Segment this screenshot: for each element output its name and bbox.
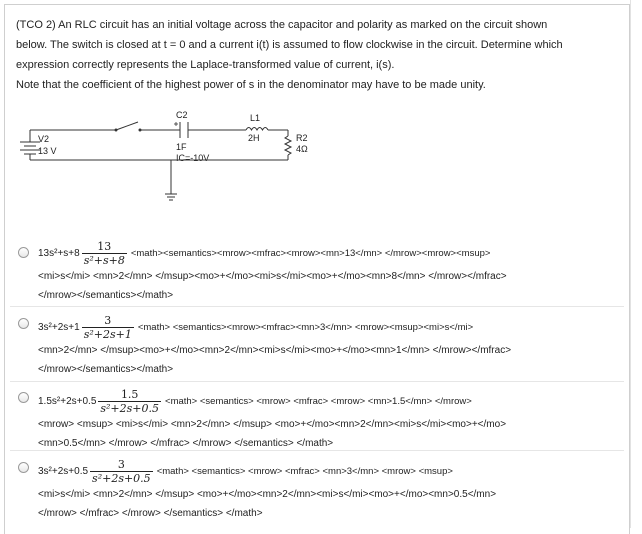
- option-separator: [10, 306, 624, 307]
- fraction-denominator: s²+s+8: [83, 254, 125, 267]
- answer-fraction: [82, 314, 134, 341]
- fraction-denominator: s²+2s+0.5: [92, 472, 151, 485]
- radio-button[interactable]: [18, 318, 29, 329]
- resistor-symbol: [285, 136, 291, 160]
- page-divider: [630, 0, 631, 528]
- answer-text: [38, 240, 598, 305]
- r2-value: 4Ω: [296, 144, 308, 154]
- answer-markup-line-1: <math><semantics><mrow><mfrac><mrow><mn>13</mn> </mrow><mrow><msup>: [130, 248, 491, 259]
- l1-label: L1: [250, 113, 261, 123]
- answer-fraction: [82, 240, 127, 267]
- answer-markup-line-2: <mn>2</mn> </msup><mo>+</mo><mn>2</mn><mi>s</mi><mo>+</mo><mn>1</mn> </mrow></mfrac>: [38, 345, 512, 356]
- answer-markup-line-3: </mrow> </mfrac> </mrow> </semantics> </math>: [38, 508, 263, 519]
- fraction-denominator: s²+2s+1: [83, 328, 132, 341]
- c2-value: 1F: [176, 142, 187, 152]
- answer-fraction: [98, 388, 161, 415]
- l1-value: 2H: [248, 133, 260, 143]
- answer-text: [38, 314, 598, 379]
- answer-prefix: 1.5s²+2s+0.5: [38, 396, 97, 407]
- answer-markup-line-1: <math> <semantics> <mrow> <mfrac> <mn>3</mn> <mrow> <msup>: [156, 466, 453, 477]
- answer-markup-line-1: <math> <semantics><mrow><mfrac><mn>3</mn> <mrow><msup><mi>s</mi>: [137, 322, 474, 333]
- answer-prefix: 3s²+2s+0.5: [38, 466, 89, 477]
- inductor-symbol: [246, 128, 268, 131]
- option-separator: [10, 381, 624, 382]
- answer-markup-line-2: <mi>s</mi> <mn>2</mn> </msup><mo>+</mo><mi>s</mi><mo>+</mo><mn>8</mn> </mrow></mfrac>: [38, 271, 507, 282]
- c2-ic: IC=-10V: [176, 153, 210, 163]
- v2-label: V2: [38, 134, 50, 144]
- ground-icon: [165, 194, 177, 200]
- question-text: [16, 15, 622, 95]
- fraction-numerator: 13: [97, 240, 112, 253]
- answer-fraction: [90, 458, 153, 485]
- answer-markup-line-3: </mrow></semantics></math>: [38, 364, 174, 375]
- fraction-numerator: 3: [117, 458, 125, 471]
- answer-prefix: 13s²+s+8: [38, 248, 80, 259]
- radio-button[interactable]: [18, 392, 29, 403]
- option-separator: [10, 450, 624, 451]
- radio-button[interactable]: [18, 462, 29, 473]
- answer-markup-line-2: <mi>s</mi> <mn>2</mn> </msup> <mo>+</mo><mn>2</mn><mi>s</mi><mo>+</mo><mn>0.5</mn>: [38, 489, 497, 500]
- fraction-numerator: 1.5: [120, 388, 139, 401]
- answer-text: [38, 458, 598, 523]
- fraction-denominator: s²+2s+0.5: [100, 402, 160, 415]
- v2-value: 13 V: [38, 146, 57, 156]
- radio-button[interactable]: [18, 247, 29, 258]
- question-line-4: Note that the coefficient of the highest power of s in the denominator may have to be made unity.: [16, 79, 486, 91]
- question-line-3: expression correctly represents the Laplace-transformed value of current, i(s).: [16, 59, 395, 71]
- r2-label: R2: [296, 133, 308, 143]
- bottom-wire: [30, 160, 288, 194]
- answer-prefix: 3s²+2s+1: [38, 322, 80, 333]
- answer-markup-line-2: <mrow> <msup> <mi>s</mi> <mn>2</mn> </msup> <mo>+</mo><mn>2</mn><mi>s</mi><mo>+</mo>: [38, 419, 507, 430]
- answer-markup-line-3: </mrow></semantics></math>: [38, 290, 174, 301]
- answer-markup-line-3: <mn>0.5</mn> </mrow> </mfrac> </mrow> </semantics> </math>: [38, 438, 334, 449]
- c2-label: C2: [176, 110, 188, 120]
- answer-text: [38, 388, 598, 453]
- battery-symbol: [20, 130, 40, 160]
- fraction-numerator: 3: [104, 314, 112, 327]
- question-line-2: below. The switch is closed at t = 0 and a current i(t) is assumed to flow clockwise in the circuit. Determine which: [16, 39, 563, 51]
- answer-markup-line-1: <math> <semantics> <mrow> <mfrac> <mrow> <mn>1.5</mn> </mrow>: [165, 396, 472, 407]
- circuit-diagram: [16, 108, 346, 220]
- question-line-1: (TCO 2) An RLC circuit has an initial voltage across the capacitor and polarity as marked on the circuit shown: [16, 19, 548, 31]
